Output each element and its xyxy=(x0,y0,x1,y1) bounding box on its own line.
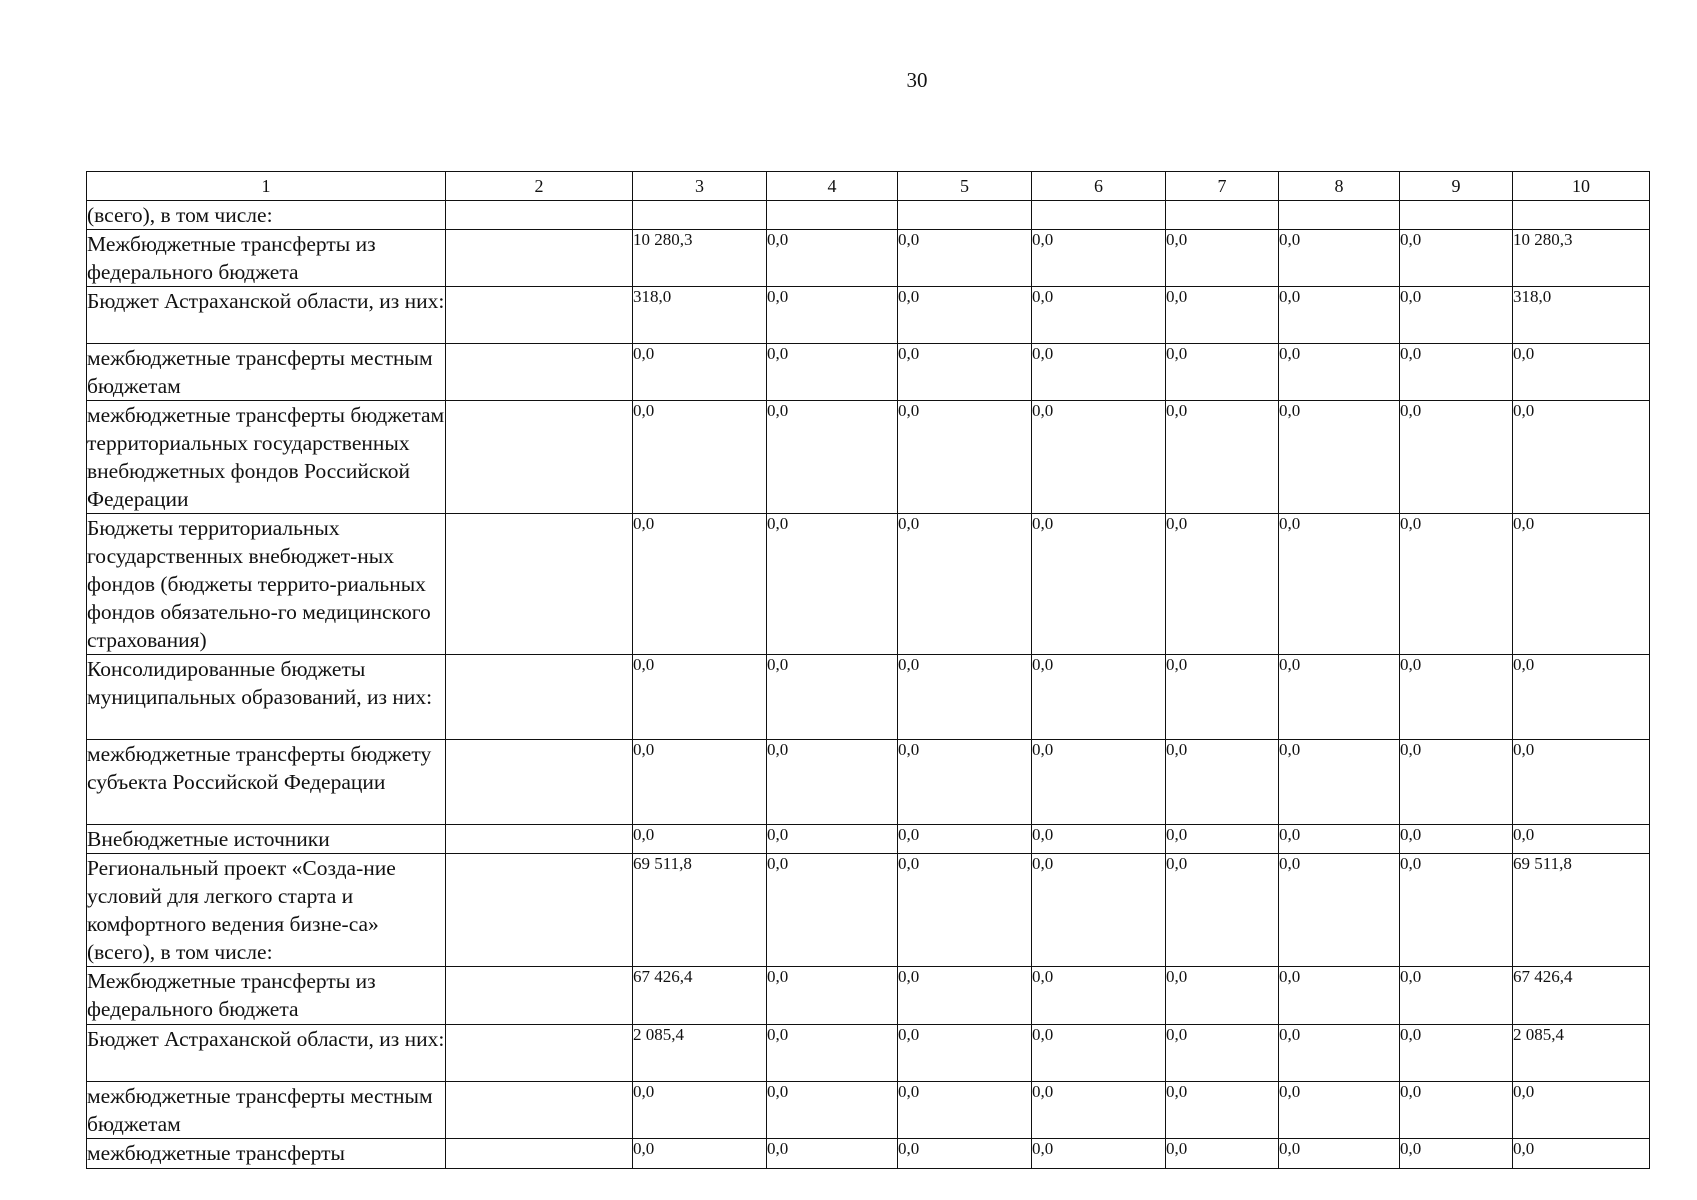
row-label: Межбюджетные трансферты из федерального бюджета xyxy=(87,967,446,1025)
value-cell-col-6: 0,0 xyxy=(1032,1139,1166,1169)
value-cell-col-9: 0,0 xyxy=(1400,230,1513,287)
value-cell-col-7: 0,0 xyxy=(1166,230,1279,287)
value-cell-col-3: 318,0 xyxy=(633,287,767,344)
row-label: Бюджеты территориальных государственных внебюджет-ных фондов (бюджеты террито-риальных фондов обязательно-го медицинского страхования) xyxy=(87,514,446,655)
value-cell-col-8: 0,0 xyxy=(1279,825,1400,854)
value-cell-col-6: 0,0 xyxy=(1032,287,1166,344)
value-cell-col-8 xyxy=(1279,201,1400,230)
value-cell-col-3: 69 511,8 xyxy=(633,854,767,967)
value-cell-col-10: 10 280,3 xyxy=(1513,230,1650,287)
value-cell-col-3: 0,0 xyxy=(633,344,767,401)
value-cell-col-7: 0,0 xyxy=(1166,740,1279,825)
value-cell-col-3 xyxy=(633,201,767,230)
value-cell-col-6: 0,0 xyxy=(1032,230,1166,287)
value-cell-col-7: 0,0 xyxy=(1166,1139,1279,1169)
column-header-10: 10 xyxy=(1513,172,1650,201)
column-header-9: 9 xyxy=(1400,172,1513,201)
value-cell-col-4 xyxy=(767,201,898,230)
value-cell-col-8: 0,0 xyxy=(1279,967,1400,1025)
column-header-5: 5 xyxy=(898,172,1032,201)
table-row xyxy=(87,825,1650,854)
row-label: Бюджет Астраханской области, из них: xyxy=(87,287,446,344)
column-2-cell xyxy=(446,740,633,825)
value-cell-col-4: 0,0 xyxy=(767,344,898,401)
value-cell-col-8: 0,0 xyxy=(1279,655,1400,740)
value-cell-col-10: 2 085,4 xyxy=(1513,1025,1650,1082)
value-cell-col-6: 0,0 xyxy=(1032,1082,1166,1139)
value-cell-col-9: 0,0 xyxy=(1400,1025,1513,1082)
value-cell-col-4: 0,0 xyxy=(767,655,898,740)
value-cell-col-8: 0,0 xyxy=(1279,1025,1400,1082)
value-cell-col-3: 0,0 xyxy=(633,740,767,825)
table-row xyxy=(87,967,1650,1025)
column-2-cell xyxy=(446,1139,633,1169)
value-cell-col-5 xyxy=(898,201,1032,230)
column-2-cell xyxy=(446,514,633,655)
value-cell-col-9: 0,0 xyxy=(1400,287,1513,344)
value-cell-col-6: 0,0 xyxy=(1032,740,1166,825)
row-label: межбюджетные трансферты бюджету субъекта Российской Федерации xyxy=(87,740,446,825)
value-cell-col-8: 0,0 xyxy=(1279,1139,1400,1169)
value-cell-col-8: 0,0 xyxy=(1279,854,1400,967)
page-number: 30 xyxy=(906,68,928,92)
value-cell-col-4: 0,0 xyxy=(767,1082,898,1139)
value-cell-col-4: 0,0 xyxy=(767,401,898,514)
value-cell-col-6: 0,0 xyxy=(1032,1025,1166,1082)
column-header-3: 3 xyxy=(633,172,767,201)
value-cell-col-3: 2 085,4 xyxy=(633,1025,767,1082)
value-cell-col-8: 0,0 xyxy=(1279,344,1400,401)
value-cell-col-4: 0,0 xyxy=(767,287,898,344)
value-cell-col-9: 0,0 xyxy=(1400,740,1513,825)
value-cell-col-4: 0,0 xyxy=(767,854,898,967)
row-label: Региональный проект «Созда-ние условий для легкого старта и комфортного ведения бизне-са» (всего), в том числе: xyxy=(87,854,446,967)
value-cell-col-5: 0,0 xyxy=(898,1139,1032,1169)
column-header-6: 6 xyxy=(1032,172,1166,201)
row-label: межбюджетные трансферты местным бюджетам xyxy=(87,344,446,401)
row-label: Бюджет Астраханской области, из них: xyxy=(87,1025,446,1082)
value-cell-col-3: 0,0 xyxy=(633,655,767,740)
value-cell-col-7: 0,0 xyxy=(1166,287,1279,344)
value-cell-col-9: 0,0 xyxy=(1400,825,1513,854)
column-2-cell xyxy=(446,287,633,344)
value-cell-col-7: 0,0 xyxy=(1166,344,1279,401)
value-cell-col-10: 0,0 xyxy=(1513,1082,1650,1139)
value-cell-col-9: 0,0 xyxy=(1400,344,1513,401)
column-2-cell xyxy=(446,825,633,854)
value-cell-col-3: 0,0 xyxy=(633,514,767,655)
value-cell-col-3: 0,0 xyxy=(633,1139,767,1169)
value-cell-col-4: 0,0 xyxy=(767,740,898,825)
value-cell-col-5: 0,0 xyxy=(898,740,1032,825)
budget-table xyxy=(86,171,1650,1169)
value-cell-col-7: 0,0 xyxy=(1166,1025,1279,1082)
value-cell-col-6: 0,0 xyxy=(1032,967,1166,1025)
value-cell-col-7: 0,0 xyxy=(1166,514,1279,655)
value-cell-col-9: 0,0 xyxy=(1400,967,1513,1025)
column-header-8: 8 xyxy=(1279,172,1400,201)
value-cell-col-6: 0,0 xyxy=(1032,655,1166,740)
table-row xyxy=(87,287,1650,344)
column-header-4: 4 xyxy=(767,172,898,201)
value-cell-col-9: 0,0 xyxy=(1400,1082,1513,1139)
value-cell-col-9 xyxy=(1400,201,1513,230)
table-row xyxy=(87,401,1650,514)
table-row xyxy=(87,201,1650,230)
value-cell-col-5: 0,0 xyxy=(898,1025,1032,1082)
value-cell-col-7: 0,0 xyxy=(1166,967,1279,1025)
column-header-1: 1 xyxy=(87,172,446,201)
value-cell-col-8: 0,0 xyxy=(1279,740,1400,825)
value-cell-col-7: 0,0 xyxy=(1166,401,1279,514)
value-cell-col-10: 67 426,4 xyxy=(1513,967,1650,1025)
table-row xyxy=(87,854,1650,967)
value-cell-col-5: 0,0 xyxy=(898,514,1032,655)
value-cell-col-5: 0,0 xyxy=(898,967,1032,1025)
table-row xyxy=(87,230,1650,287)
column-2-cell xyxy=(446,230,633,287)
row-label: Внебюджетные источники xyxy=(87,825,446,854)
column-2-cell xyxy=(446,401,633,514)
value-cell-col-6: 0,0 xyxy=(1032,344,1166,401)
value-cell-col-10: 0,0 xyxy=(1513,514,1650,655)
table-row xyxy=(87,740,1650,825)
table-row xyxy=(87,514,1650,655)
row-label: межбюджетные трансферты xyxy=(87,1139,446,1169)
table-row xyxy=(87,344,1650,401)
value-cell-col-5: 0,0 xyxy=(898,344,1032,401)
value-cell-col-5: 0,0 xyxy=(898,854,1032,967)
value-cell-col-10 xyxy=(1513,201,1650,230)
value-cell-col-8: 0,0 xyxy=(1279,514,1400,655)
column-2-cell xyxy=(446,967,633,1025)
value-cell-col-5: 0,0 xyxy=(898,230,1032,287)
row-label: Межбюджетные трансферты из федерального бюджета xyxy=(87,230,446,287)
value-cell-col-5: 0,0 xyxy=(898,1082,1032,1139)
value-cell-col-5: 0,0 xyxy=(898,401,1032,514)
value-cell-col-3: 10 280,3 xyxy=(633,230,767,287)
table-body xyxy=(87,201,1650,1169)
column-2-cell xyxy=(446,854,633,967)
value-cell-col-9: 0,0 xyxy=(1400,854,1513,967)
value-cell-col-4: 0,0 xyxy=(767,1025,898,1082)
value-cell-col-10: 0,0 xyxy=(1513,401,1650,514)
value-cell-col-5: 0,0 xyxy=(898,287,1032,344)
value-cell-col-6: 0,0 xyxy=(1032,854,1166,967)
value-cell-col-4: 0,0 xyxy=(767,230,898,287)
column-2-cell xyxy=(446,1025,633,1082)
value-cell-col-9: 0,0 xyxy=(1400,655,1513,740)
value-cell-col-5: 0,0 xyxy=(898,825,1032,854)
value-cell-col-4: 0,0 xyxy=(767,514,898,655)
value-cell-col-7: 0,0 xyxy=(1166,655,1279,740)
column-2-cell xyxy=(446,201,633,230)
value-cell-col-7: 0,0 xyxy=(1166,1082,1279,1139)
value-cell-col-10: 318,0 xyxy=(1513,287,1650,344)
value-cell-col-4: 0,0 xyxy=(767,967,898,1025)
value-cell-col-10: 0,0 xyxy=(1513,740,1650,825)
value-cell-col-6: 0,0 xyxy=(1032,514,1166,655)
row-label: Консолидированные бюджеты муниципальных образований, из них: xyxy=(87,655,446,740)
value-cell-col-8: 0,0 xyxy=(1279,230,1400,287)
value-cell-col-10: 0,0 xyxy=(1513,344,1650,401)
value-cell-col-6 xyxy=(1032,201,1166,230)
value-cell-col-4: 0,0 xyxy=(767,1139,898,1169)
column-2-cell xyxy=(446,655,633,740)
value-cell-col-3: 0,0 xyxy=(633,825,767,854)
value-cell-col-8: 0,0 xyxy=(1279,287,1400,344)
value-cell-col-3: 0,0 xyxy=(633,401,767,514)
value-cell-col-7 xyxy=(1166,201,1279,230)
value-cell-col-10: 0,0 xyxy=(1513,825,1650,854)
value-cell-col-3: 67 426,4 xyxy=(633,967,767,1025)
value-cell-col-8: 0,0 xyxy=(1279,401,1400,514)
value-cell-col-9: 0,0 xyxy=(1400,401,1513,514)
row-label: межбюджетные трансферты местным бюджетам xyxy=(87,1082,446,1139)
value-cell-col-6: 0,0 xyxy=(1032,401,1166,514)
table-row xyxy=(87,1139,1650,1169)
table-header xyxy=(87,172,1650,201)
column-2-cell xyxy=(446,1082,633,1139)
value-cell-col-10: 0,0 xyxy=(1513,655,1650,740)
column-header-7: 7 xyxy=(1166,172,1279,201)
value-cell-col-9: 0,0 xyxy=(1400,514,1513,655)
table-row xyxy=(87,655,1650,740)
value-cell-col-5: 0,0 xyxy=(898,655,1032,740)
value-cell-col-10: 0,0 xyxy=(1513,1139,1650,1169)
value-cell-col-3: 0,0 xyxy=(633,1082,767,1139)
row-label: межбюджетные трансферты бюджетам территориальных государственных внебюджетных фондов Российской Федерации xyxy=(87,401,446,514)
value-cell-col-7: 0,0 xyxy=(1166,854,1279,967)
column-header-2: 2 xyxy=(446,172,633,201)
row-label: (всего), в том числе: xyxy=(87,201,446,230)
value-cell-col-4: 0,0 xyxy=(767,825,898,854)
value-cell-col-10: 69 511,8 xyxy=(1513,854,1650,967)
table-row xyxy=(87,1025,1650,1082)
value-cell-col-9: 0,0 xyxy=(1400,1139,1513,1169)
value-cell-col-7: 0,0 xyxy=(1166,825,1279,854)
header-row xyxy=(87,172,1650,201)
value-cell-col-6: 0,0 xyxy=(1032,825,1166,854)
table-row xyxy=(87,1082,1650,1139)
value-cell-col-8: 0,0 xyxy=(1279,1082,1400,1139)
column-2-cell xyxy=(446,344,633,401)
